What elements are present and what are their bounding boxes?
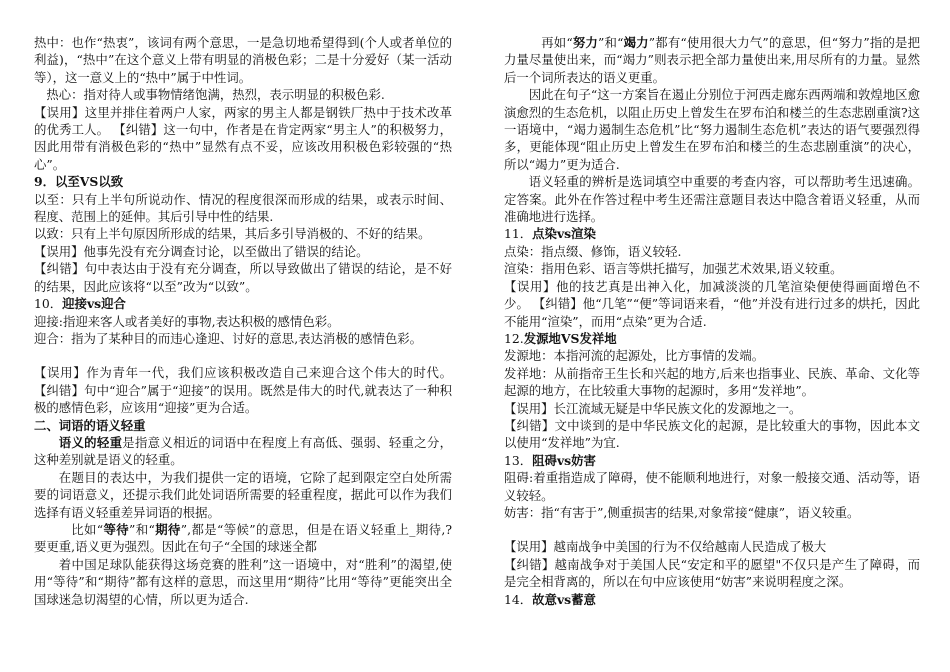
- right-column: [504, 34, 920, 608]
- heading-text: 故意vs蓄意: [532, 591, 596, 607]
- heading-text: 发源地VS发祥地: [523, 330, 617, 346]
- paragraph-example-dengdai: [34, 521, 452, 556]
- heading-number: 13．: [504, 452, 533, 468]
- paragraph-misuse-correction-11r: 【误用】他的技艺真是出神入化，加减淡淡的几笔渲染便使得画面增色不少。 【纠错】他“几笔”“便”等词语来看，“他”并没有进行过多的烘托，因此不能用“渲染”，而用“点染”更为合适.: [504, 278, 920, 329]
- heading-item-10: [34, 295, 452, 312]
- paragraph-yizhi: 以至：只有上半句所说动作、情况的程度很深而形成的结果，或表示时间、程度、范围上的延伸。其后引导中性的结果.: [34, 191, 452, 225]
- term-bold: 语义的轻重: [58, 434, 123, 450]
- term-bold: 努力: [572, 35, 598, 50]
- paragraph-misuse-13: 【误用】越南战争中美国的行为不仅给越南人民造成了极大: [504, 539, 827, 555]
- paragraph-rezhong: 热中：也作“热衷”，该词有两个意思，一是急切地希望得到(个人或者单位的利益)，“热中”在这个意义上带有明显的消极色彩；二是十分爱好（某一活动等），这一意义上的“热中”属于中性词。: [34, 35, 452, 85]
- heading-number: 11．: [504, 226, 533, 242]
- term-bold: 期待: [154, 521, 181, 537]
- paragraph-misuse-12: 【误用】长江流域无疑是中华民族文化的发源地之一。: [504, 400, 802, 416]
- heading-item-9: 9．以至VS以致: [34, 174, 124, 190]
- paragraph-misuse-correction-11: 【误用】作为青年一代，我们应该积极改造自己来迎合这个伟大的时代。 【纠错】句中“迎合”属于“迎接”的误用。既然是伟大的时代,就表达了一种积极的感情色彩，应该用“迎接”更为合适。: [34, 365, 452, 416]
- heading-section-2: 二、词语的语义轻重: [34, 417, 146, 433]
- paragraph-summary: 语义轻重的辨析是选词填空中重要的考查内容，可以帮助考生迅速确。定答案。此外在作答过程中考生还需注意题目表达中隐含着语义轻重，从而准确地进行选择。: [504, 174, 920, 225]
- paragraph-example-nuli: [504, 34, 920, 86]
- paragraph-zuai: 阻碍:着重指造成了障碍，使不能顺利地进行，对象一般接交通、活动等，语义较轻。: [504, 470, 920, 503]
- heading-text: 阻碍vs妨害: [532, 452, 596, 468]
- text-run: ”,都是“等候”的意思，但是在语义轻重上_期待,?要更重,语义更为强烈。因此在句子“全国的球迷全都: [34, 521, 453, 555]
- text-run: 再如“: [541, 35, 573, 50]
- paragraph-xuanran: 渲染：指用色彩、语言等烘托描写，加强艺术效果,语义较重。: [504, 261, 843, 277]
- heading-text: 迎接vs迎合: [62, 296, 126, 312]
- paragraph-fanghai: 妨害：指“有害于”,侧重损害的结果,对象常接“健康”，语义较重。: [504, 504, 860, 520]
- paragraph-dianran: 点染：指点缀、修饰，语义较轻.: [504, 243, 682, 259]
- paragraph-misuse-correction-9: 【误用】这里并排住着两户人家，两家的男主人都是钢铁厂热中于技术改革的优秀工人。 【纠错】这一句中，作者是在肯定两家“男主人”的积极努力，因此用带有消极色彩的“热中”显然有点不妥，应该改用积极色彩较强的“热心”。: [34, 104, 452, 172]
- paragraph-yizhi-2: 以致：只有上半句原因所形成的结果，其后多引导消极的、不好的结果。: [34, 226, 431, 242]
- blank-line: [34, 347, 452, 364]
- paragraph-semantic-weight: [34, 434, 452, 469]
- paragraph-correction-13: 【纠错】越南战争对于美国人民“安定和平的愿望"不仅只是产生了障碍，而是完全相背离的，所以在句中应该使用“妨害”来说明程度之深。: [504, 556, 920, 590]
- paragraph-yingjie: 迎接:指迎来客人或者美好的事物,表达积极的感情色彩。: [34, 313, 340, 329]
- heading-item-14: [504, 591, 920, 608]
- text-run: ”和“: [129, 521, 155, 537]
- term-bold: 等待: [103, 521, 130, 537]
- paragraph-context: 在题目的表达中，为我们提供一定的语境，它除了起到限定空白处所需要的词语意义，还提示我们此处词语所需要的轻重程度，据此可以作为我们选择有语义轻重差异词语的根据。: [34, 469, 452, 520]
- text-run: ”和“: [598, 35, 624, 50]
- paragraph-fayuandi: 发源地：本指河流的起源处，比方事情的发端。: [504, 348, 765, 364]
- paragraph-faxiangdi: 发祥地：从前指帝王生长和兴起的地方,后来也指事业、民族、革命、文化等起源的地方，在比较重大事物的起源时，多用“发祥地”。: [504, 365, 920, 399]
- paragraph-example-jieli: 因此在句子“这一方案旨在遏止分别位于河西走廊东西两端和敦煌地区愈演愈烈的生态危机，以阻止历史上曾发生在罗布泊和楼兰的生态悲剧重演?这一语境中，“竭力遏制生态危机”比“努力遏制生态危机”表达的语气要强烈得多，更能体现“阻止历史上曾发生在罗布泊和楼兰的生态悲剧重演”的决心，所以“竭力”更为适合.: [504, 87, 920, 172]
- paragraph-example-qidai: 着中国足球队能获得这场竞赛的胜利”这一语境中，对“胜利”的渴望,使用“等待”和“期待”都有这样的意思，而这里用“期待”比用“等待”更能突出全国球迷急切渴望的心情，所以更为适合.: [34, 556, 452, 607]
- paragraph-misuse-10: 【误用】他事先没有充分调查讨论，以至做出了错误的结论。: [34, 243, 369, 259]
- paragraph-yinghe: 迎合：指为了某种目的而违心逢迎、讨好的意思,表达消极的感情色彩。: [34, 330, 423, 346]
- heading-number: 14．: [504, 591, 533, 607]
- heading-item-11: [504, 225, 920, 242]
- heading-item-13: [504, 452, 920, 469]
- text-run: ”都有“使用很大力气”的意思，但“努力”指的是把力量尽量使出来，而“竭力”则表示把全部力量使出来,用尽所有的力量。显然后一个词所表达的语义更重。: [504, 35, 920, 85]
- definition-text: 是指意义相近的词语中在程度上有高低、强弱、轻重之分，这种差别就是语义的轻重。: [34, 434, 452, 468]
- paragraph-correction-10: 【纠错】句中表达由于没有充分调查，所以导致做出了错误的结论，是不好的结果，因此应该将“以至”改为“以致”。: [34, 261, 452, 294]
- heading-number: 12.: [504, 330, 524, 346]
- paragraph-rexin: 热心：指对待人或事物情绪饱满，热烈，表示明显的积极色彩.: [46, 87, 385, 103]
- blank-line: [504, 521, 920, 538]
- heading-number: 10．: [34, 296, 63, 312]
- left-column: [34, 34, 452, 608]
- heading-text: 点染vs渲染: [532, 226, 596, 242]
- heading-item-12: [504, 330, 920, 347]
- text-run: 比如“: [71, 521, 104, 537]
- paragraph-correction-12: 【纠错】文中谈到的是中华民族文化的起源，是比较重大的事物，因此本文以使用“发祥地”为宜.: [504, 417, 920, 451]
- term-bold: 竭力: [623, 35, 649, 50]
